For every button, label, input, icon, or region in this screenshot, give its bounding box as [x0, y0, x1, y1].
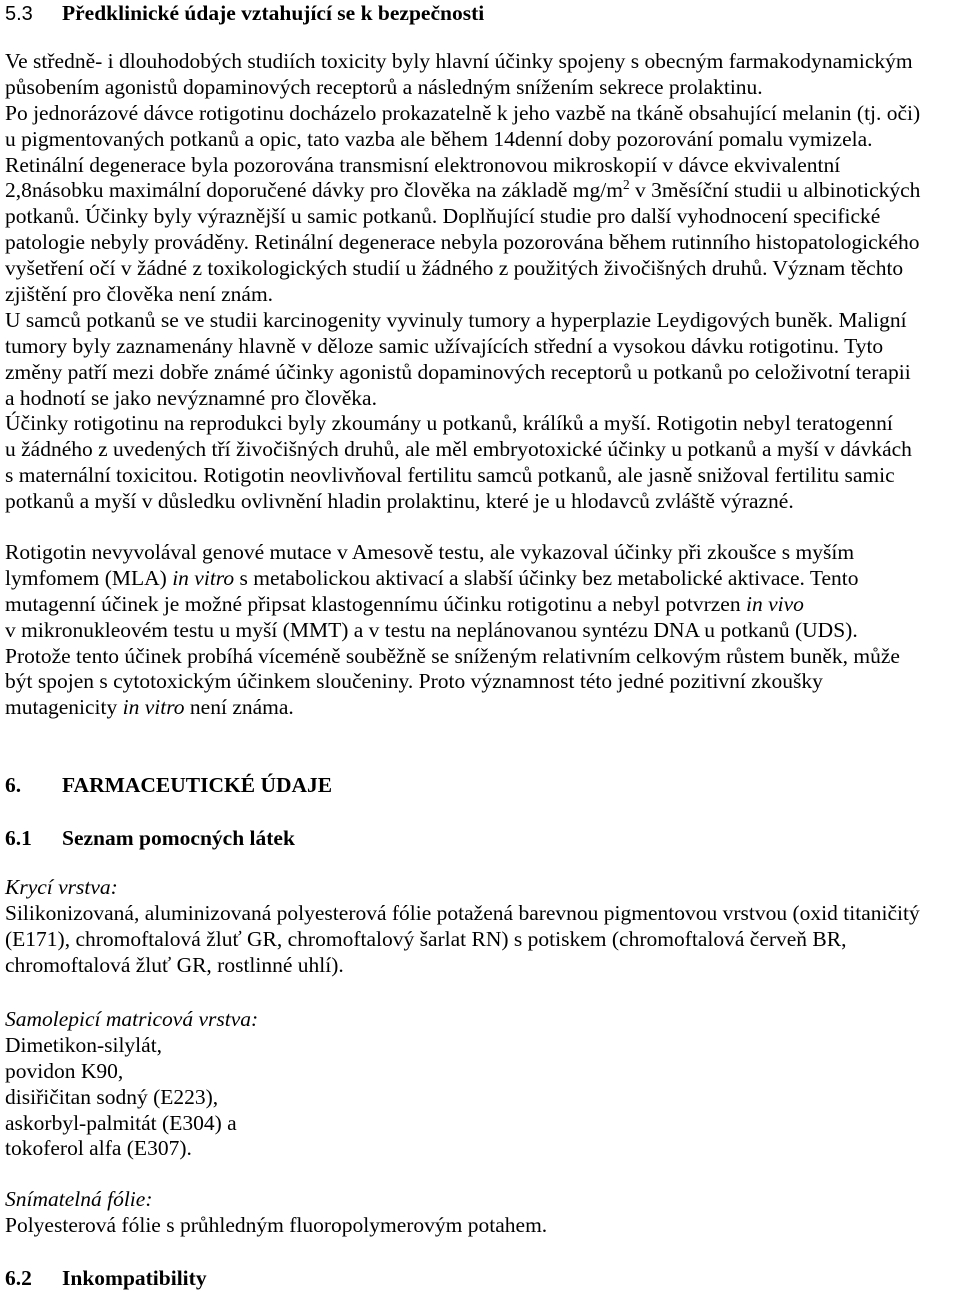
text-segment: povidon K90,: [5, 1058, 124, 1083]
text-segment: askorbyl-palmitát (E304) a: [5, 1110, 237, 1135]
paragraph-line: [5, 308, 960, 334]
excipient-group-matrix-layer: [5, 1007, 960, 1162]
paragraph-line: [5, 540, 960, 566]
paragraph-line: [5, 204, 960, 230]
paragraph-line: [5, 695, 960, 721]
section-6-heading: [5, 772, 960, 798]
text-segment: disiřičitan sodný (E223),: [5, 1084, 219, 1109]
text-segment: zjištění pro člověka není znám.: [5, 282, 274, 307]
text-segment: u pigmentovaných potkanů a opic, tato vazba ale během 14denní doby pozorování pomalu vymizela.: [5, 126, 873, 151]
paragraph-line: [5, 669, 960, 695]
text-segment: mutagenní účinek je možné připsat klastogennímu účinku rotigotinu a nebyl potvrzen: [5, 591, 746, 616]
section-6-2-heading: [5, 1265, 960, 1291]
section-number: 5.3: [5, 3, 33, 25]
text-segment: a hodnotí se jako nevýznamné pro člověka.: [5, 385, 377, 410]
paragraph-line: [5, 463, 960, 489]
text-segment: vyšetření očí v žádné z toxikologických studií u žádného z použitých živočišných druhů. Význam těchto: [5, 256, 904, 281]
text-segment: potkanů. Účinky byly výraznější u samic potkanů. Doplňující studie pro další vyhodnocení specifické: [5, 204, 881, 229]
section-number: 6.1: [5, 826, 32, 850]
text-segment: Dimetikon-silylát,: [5, 1032, 163, 1057]
text-segment: být spojen s cytotoxickým účinkem sloučeniny. Proto významnost této jedné pozitivní zkoušky: [5, 669, 823, 694]
text-segment: Účinky rotigotinu na reprodukci byly zkoumány u potkanů, králíků a myší. Rotigotin nebyl teratogenní: [5, 411, 893, 436]
paragraph-line: [5, 644, 960, 670]
text-segment: chromoftalová žluť GR, rostlinné uhlí).: [5, 952, 344, 977]
text-segment: 2,8násobku maximální doporučené dávky pro člověka na základě mg/m: [5, 178, 623, 203]
excipient-group-release-liner: [5, 1187, 960, 1239]
group-label: Snímatelná fólie:: [5, 1187, 153, 1211]
ingredient-item: [5, 1136, 960, 1162]
paragraph-line: [5, 49, 960, 75]
ingredient-line: [5, 901, 960, 927]
section-title: Seznam pomocných látek: [62, 826, 295, 850]
paragraph-line: [5, 618, 960, 644]
paragraph-line: [5, 230, 960, 256]
text-segment: Po jednorázové dávce rotigotinu docházelo prokazatelně k jeho vazbě na tkáně obsahující melanin (tj. oči): [5, 100, 921, 125]
section-title: FARMACEUTICKÉ ÚDAJE: [62, 773, 333, 797]
group-label: Samolepicí matricová vrstva:: [5, 1007, 259, 1031]
text-segment: s maternální toxicitou. Rotigotin neovlivňoval fertilitu samců potkanů, ale jasně snižoval fertilitu samic: [5, 463, 895, 488]
ingredient-item: [5, 1059, 960, 1085]
paragraph-toxicity: [5, 49, 960, 515]
superscript: 2: [622, 177, 630, 193]
text-segment: Ve středně- i dlouhodobých studiích toxicity byly hlavní účinky spojeny s obecným farmakodynamickým: [5, 49, 913, 73]
section-title: Inkompatibility: [62, 1266, 207, 1290]
text-segment: Rotigotin nevyvolával genové mutace v Amesově testu, ale vykazoval účinky při zkoušce s myším: [5, 540, 855, 564]
text-segment: patologie nebyly prováděny. Retinální degenerace nebyla pozorována během rutinního histopatologického: [5, 230, 920, 255]
text-segment: U samců potkanů se ve studii karcinogenity vyvinuly tumory a hyperplazie Leydigových buněk. Maligní: [5, 307, 907, 332]
paragraph-line: [5, 256, 960, 282]
italic-term: in vitro: [172, 565, 235, 590]
section-number: 6.2: [5, 1266, 32, 1290]
paragraph-line: [5, 489, 960, 515]
text-segment: v mikronukleovém testu u myší (MMT) a v testu na neplánovanou syntézu DNA u potkanů (UDS).: [5, 617, 858, 642]
text-segment: mutagenicity: [5, 695, 123, 720]
ingredient-line: [5, 1213, 960, 1239]
italic-term: in vitro: [122, 695, 185, 720]
paragraph-line: [5, 437, 960, 463]
paragraph-mutagenicity: [5, 540, 960, 721]
text-segment: u žádného z uvedených tří živočišných druhů, ale měl embryotoxické účinky u potkanů a myší v dávkách: [5, 437, 912, 462]
text-segment: změny patří mezi dobře známé účinky agonistů dopaminových receptorů u potkanů po celoživotní terapii: [5, 359, 911, 384]
section-title: Předklinické údaje vztahující se k bezpečnosti: [62, 1, 485, 25]
text-segment: Silikonizovaná, aluminizovaná polyesterová fólie potažená barevnou pigmentovou vrstvou (oxid titaničitý: [5, 900, 920, 925]
group-lines: [5, 901, 960, 979]
paragraph-line: [5, 334, 960, 360]
text-segment: s metabolickou aktivací a slabší účinky bez metabolické aktivace. Tento: [234, 565, 859, 590]
section-5-3-heading: [5, 0, 960, 26]
text-segment: Protože tento účinek probíhá víceméně souběžně se sníženým relativním celkovým růstem buněk, může: [5, 643, 900, 668]
ingredient-line: [5, 927, 960, 953]
paragraph-line: [5, 592, 960, 618]
text-segment: působením agonistů dopaminových receptorů a následným snížením sekrece prolaktinu.: [5, 74, 763, 99]
text-segment: tokoferol alfa (E307).: [5, 1136, 192, 1161]
text-segment: v 3měsíční studii u albinotických: [629, 178, 921, 203]
ingredient-item: [5, 1085, 960, 1111]
group-lines: [5, 1033, 960, 1162]
paragraph-line: [5, 153, 960, 179]
italic-term: in vivo: [745, 591, 804, 616]
section-number: 6.: [5, 773, 22, 797]
paragraph-line: [5, 566, 960, 592]
paragraph-line: [5, 411, 960, 437]
group-label: Krycí vrstva:: [5, 875, 118, 899]
text-segment: Polyesterová fólie s průhledným fluoropolymerovým potahem.: [5, 1212, 548, 1237]
excipient-group-covering-layer: [5, 875, 960, 979]
paragraph-line: [5, 386, 960, 412]
text-segment: lymfomem (MLA): [5, 565, 173, 590]
text-segment: potkanů a myší v důsledku ovlivnění hladin prolaktinu, které je u hlodavců zvláště výrazné.: [5, 489, 794, 514]
section-6-1-heading: [5, 825, 960, 851]
text-segment: tumory byly zaznamenány hlavně v děloze samic užívajících střední a vysokou dávku rotigotinu. Tyto: [5, 333, 884, 358]
ingredient-item: [5, 1033, 960, 1059]
text-segment: (E171), chromoftalová žluť GR, chromoftalový šarlat RN) s potiskem (chromoftalová červeň BR,: [5, 926, 847, 951]
group-lines: [5, 1213, 960, 1239]
paragraph-line: [5, 101, 960, 127]
ingredient-item: [5, 1111, 960, 1137]
paragraph-line: [5, 127, 960, 153]
text-segment: není známa.: [184, 695, 294, 720]
ingredient-line: [5, 953, 960, 979]
paragraph-line: [5, 178, 960, 204]
paragraph-line: [5, 282, 960, 308]
paragraph-line: [5, 75, 960, 101]
paragraph-line: [5, 360, 960, 386]
text-segment: Retinální degenerace byla pozorována transmisní elektronovou mikroskopií v dávce ekvivalentní: [5, 152, 841, 177]
